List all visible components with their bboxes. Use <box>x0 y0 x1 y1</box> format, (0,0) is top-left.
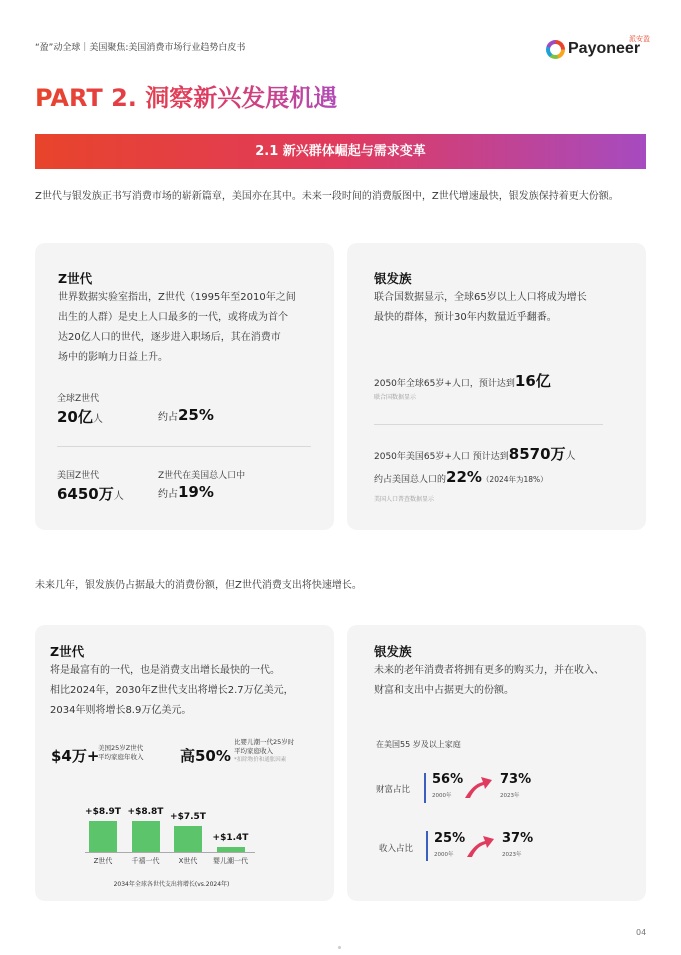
growth-arrow-icon <box>463 774 493 800</box>
spending-bar-chart <box>35 625 334 901</box>
silver-population-card <box>347 243 646 530</box>
share-value: 25% <box>178 406 214 424</box>
genz-population-card <box>35 243 334 530</box>
share-prefix: 约占 <box>158 412 178 423</box>
logo-wordmark: Payoneer <box>568 40 641 57</box>
us-genz-stat <box>57 483 124 504</box>
global-genz-value: 20亿 <box>57 408 93 426</box>
body-line: 未来的老年消费者将拥有更多的购买力，并在收入、 <box>374 665 604 676</box>
wealth-from-year: 2000年 <box>432 793 452 799</box>
body-line: 最快的群体，预计30年内数量近乎翻番。 <box>374 312 557 323</box>
body-line: 2034年则将增长8.9万亿美元。 <box>50 705 192 716</box>
wealth-to-value: 73% <box>500 772 532 787</box>
bar-value-label: +$7.5T <box>170 812 206 822</box>
wealth-from-value: 56% <box>432 772 464 787</box>
body-line: 联合国数据显示，全球65岁以上人口将成为增长 <box>374 292 587 303</box>
stat-text: 2050年全球65岁+人口，预计达到 <box>374 379 515 389</box>
global-genz-stat <box>57 406 103 427</box>
body-line: 世界数据实验室指出，Z世代（1995年至2010年之间 <box>58 292 296 303</box>
income-to-year: 2023年 <box>502 852 522 858</box>
stat-text: 约占美国总人口的 <box>374 475 447 485</box>
bar-value-label: +$1.4T <box>212 833 249 843</box>
us-genz-label: 美国Z世代 <box>57 471 100 481</box>
row-marker <box>426 831 428 861</box>
bar-value-label: +$8.9T <box>85 807 121 817</box>
divider <box>57 446 311 447</box>
label-line: 美国25岁Z世代 <box>98 744 144 752</box>
divider <box>374 424 603 425</box>
sub-label: 在美国55 岁及以上家庭 <box>376 740 461 749</box>
logo-ring-icon <box>546 40 565 59</box>
logo-chinese-name: 派安盈 <box>629 35 650 43</box>
transition-text: 未来几年，银发族仍占据最大的消费份额，但Z世代消费支出将快速增长。 <box>35 580 362 591</box>
source-note: 美国人口普查数据显示 <box>374 496 435 503</box>
chart-bar <box>89 821 117 852</box>
chart-bar <box>132 821 160 852</box>
card-title: 银发族 <box>374 644 412 659</box>
intro-paragraph: Z世代与银发族正书写消费市场的崭新篇章，美国亦在其中。未来一段时间的消费版图中，Z世代增速最快，银发族保持着更大份额。 <box>35 191 619 202</box>
stat-value: 22% <box>446 468 482 486</box>
unit: 人 <box>113 491 124 502</box>
part-title: PART 2. 洞察新兴发展机遇 <box>35 78 337 113</box>
silver-spending-card <box>347 625 646 901</box>
label-line: 比婴儿潮一代25岁时 <box>234 738 295 746</box>
bar-category-label: Z世代 <box>93 857 113 865</box>
source-note: 联合国数据显示 <box>374 394 417 401</box>
card-body <box>374 661 644 701</box>
body-line: 场中的影响力日益上升。 <box>58 352 168 363</box>
footnote: *扣除物价和通胀因素 <box>234 757 287 763</box>
body-line: 相比2024年，2030年Z世代支出将增长2.7万亿美元， <box>50 685 294 696</box>
income-share-label: 收入占比 <box>379 844 414 854</box>
rise-value: 高50% <box>180 747 231 765</box>
income-from-year: 2000年 <box>434 852 454 858</box>
income-to-value: 37% <box>502 831 534 846</box>
header-breadcrumb: “盈”动全球｜美国聚焦:美国消费市场行业趋势白皮书 <box>35 43 246 53</box>
payoneer-logo <box>546 34 650 62</box>
chart-baseline <box>85 852 255 853</box>
card-body <box>58 288 328 368</box>
card-body <box>374 288 644 328</box>
wealth-share-label: 财富占比 <box>376 785 411 795</box>
body-line: 财富和支出中占据更大的份额。 <box>374 685 514 696</box>
label-line: 平均家庭收入 <box>234 747 273 755</box>
income-value: $4万+ <box>51 747 100 765</box>
page-number: 04 <box>636 928 647 937</box>
card-title: Z世代 <box>58 271 93 286</box>
body-line: 出生的人群）是史上人口最多的一代，或将成为首个 <box>58 312 288 323</box>
unit: 人 <box>565 451 576 462</box>
section-banner: 2.1 新兴群体崛起与需求变革 <box>35 134 646 169</box>
unit: 人 <box>92 414 103 425</box>
us-genz-value: 6450万 <box>57 485 114 503</box>
stat-value: 8570万 <box>508 445 566 463</box>
chart-bar <box>174 826 202 852</box>
stat-note: （2024年为18%） <box>481 475 548 484</box>
chart-caption: 2034年全球各世代支出将增长(vs.2024年) <box>113 881 230 888</box>
stat-text: 2050年美国65岁+人口 预计达到 <box>374 452 509 462</box>
bar-category-label: 婴儿潮一代 <box>213 857 248 865</box>
card-title: 银发族 <box>374 271 412 286</box>
row-marker <box>424 773 426 803</box>
us-senior-share <box>374 468 548 486</box>
us-share-label: Z世代在美国总人口中 <box>158 471 246 481</box>
bar-category-label: X世代 <box>178 857 198 865</box>
global-senior-stat <box>374 370 551 391</box>
label-line: 平均家庭年收入 <box>98 753 144 761</box>
growth-arrow-icon <box>465 833 495 859</box>
income-from-value: 25% <box>434 831 466 846</box>
wealth-to-year: 2023年 <box>500 793 520 799</box>
bar-value-label: +$8.8T <box>127 807 164 817</box>
genz-spending-card <box>35 625 334 901</box>
stat-value: 16亿 <box>514 372 551 390</box>
share-prefix: 约占 <box>158 489 178 500</box>
global-genz-label: 全球Z世代 <box>57 394 100 404</box>
body-line: 达20亿人口的世代，逐步进入职场后，其在消费市 <box>58 332 281 343</box>
global-genz-share <box>158 406 214 424</box>
body-line: 将是最富有的一代，也是消费支出增长最快的一代。 <box>50 665 280 676</box>
us-share-stat <box>158 483 214 501</box>
bar-category-label: 千禧一代 <box>131 857 160 865</box>
us-senior-stat <box>374 443 576 464</box>
card-title: Z世代 <box>50 644 85 659</box>
us-share-value: 19% <box>178 483 214 501</box>
page-dot <box>338 946 341 949</box>
